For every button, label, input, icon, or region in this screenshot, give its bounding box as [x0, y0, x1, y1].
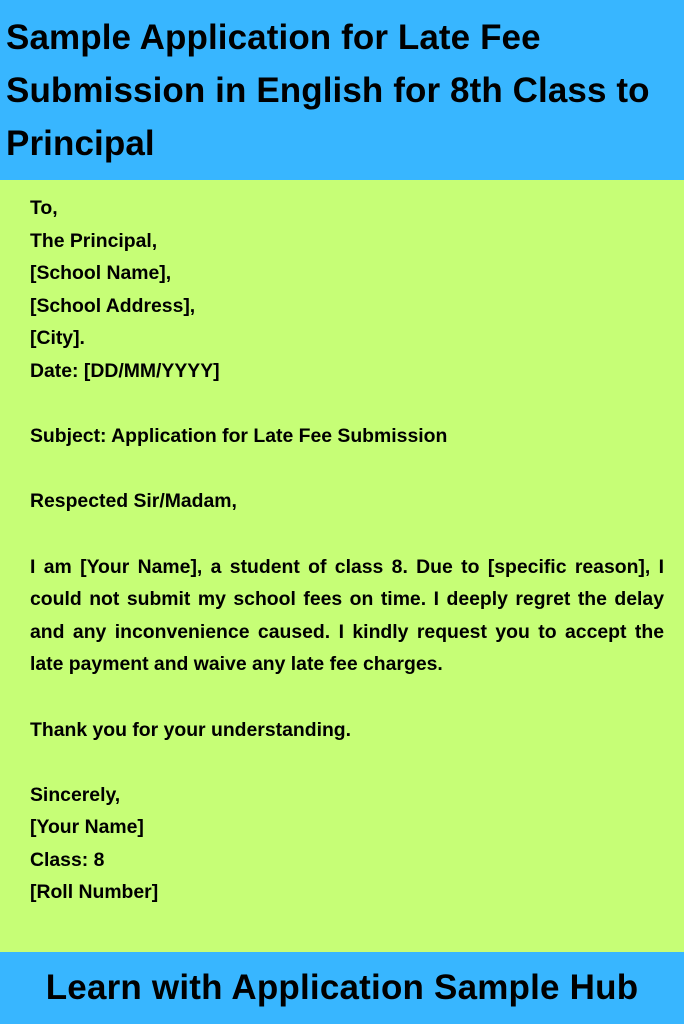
letter-school-name: [School Name],: [30, 262, 172, 285]
letter-to: To,: [30, 197, 58, 219]
letter-school-address: [School Address],: [30, 294, 196, 317]
footer-banner: [0, 952, 684, 1024]
letter-recipient: The Principal,: [30, 229, 158, 252]
letter-sender-name: [Your Name]: [30, 816, 144, 839]
letter-body: [0, 182, 684, 952]
letter-salutation: Respected Sir/Madam,: [30, 490, 237, 513]
letter-date: Date: [DD/MM/YYYY]: [30, 359, 220, 382]
letter-closing: Sincerely,: [30, 783, 121, 806]
spacer: [30, 681, 664, 714]
letter-sender-class: Class: 8: [30, 848, 105, 871]
page-title: Sample Application for Late Fee Submission in English for 8th Class to Principal: [6, 18, 650, 163]
spacer: [30, 388, 664, 421]
letter-body-paragraph: I am [Your Name], a student of class 8. Due to [specific reason], I could not submit my school fees on time. I deeply regret the delay and any inconvenience caused. I kindly request you to accept the late payment and waive any late fee charges.: [30, 555, 664, 676]
letter-thanks: Thank you for your understanding.: [30, 718, 352, 741]
title-banner: [0, 0, 684, 180]
footer-text: Learn with Application Sample Hub: [45, 968, 639, 1007]
spacer: [30, 518, 664, 551]
letter-subject: Subject: Application for Late Fee Submission: [30, 425, 448, 448]
letter-city: [City].: [30, 327, 85, 350]
spacer: [30, 453, 664, 486]
spacer: [30, 746, 664, 779]
letter-roll-number: [Roll Number]: [30, 881, 159, 904]
